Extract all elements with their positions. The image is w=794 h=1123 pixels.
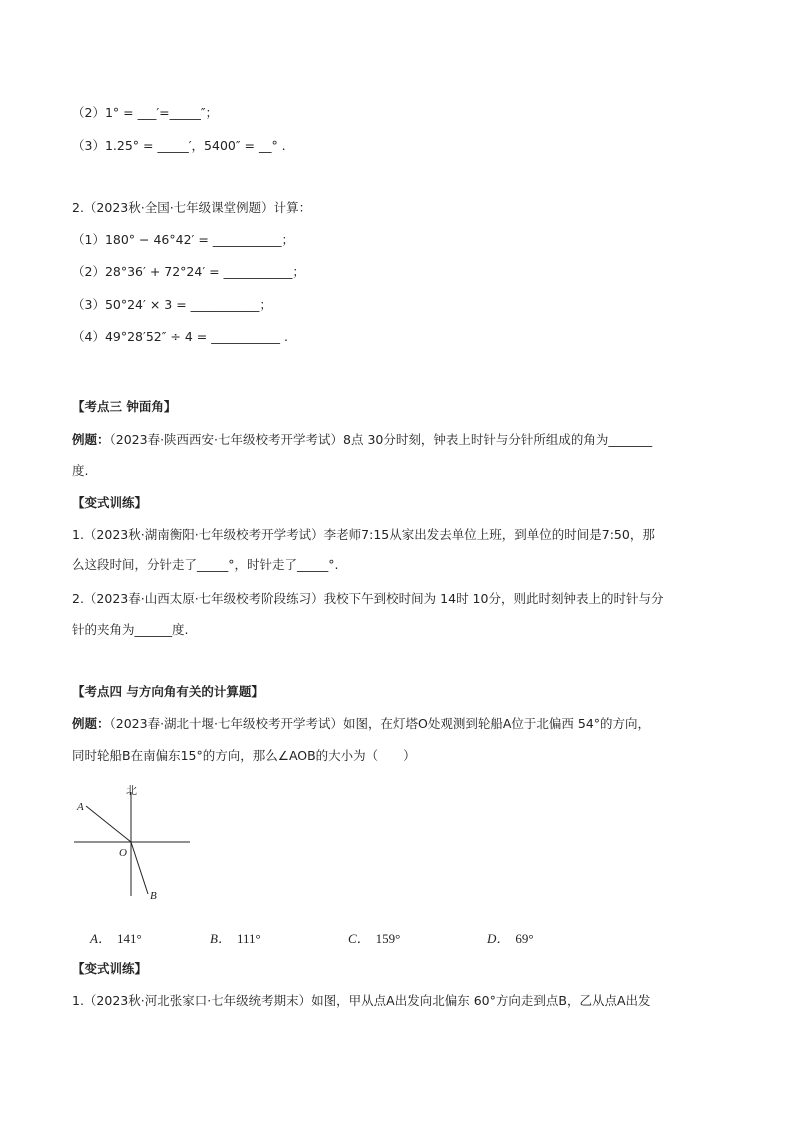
point-b-label: B: [150, 890, 157, 902]
choice-a[interactable]: [90, 928, 142, 947]
choice-c[interactable]: [348, 928, 400, 947]
section-3-practice-1-cont: 么这段时间，分针走了_____°，时针走了_____°.: [72, 557, 339, 572]
section-4-practice-1: 1.（2023秋·河北张家口·七年级统考期末）如图，甲从点A出发向北偏东 60°方向走到点B，乙从点A出发: [72, 993, 651, 1008]
direction-figure: [70, 782, 200, 912]
section-4-example: [72, 715, 650, 733]
choice-text: 141°: [116, 931, 142, 946]
section-3-title: 【考点三 钟面角】: [72, 399, 177, 414]
section-3-practice-2-cont: 针的夹角为______度.: [72, 622, 189, 637]
example-label: 例题：: [72, 716, 110, 731]
question-2-item-1: （1）180° − 46°42′ = ___________；: [72, 232, 295, 247]
section-3-example: [72, 431, 652, 449]
choice-d[interactable]: [487, 928, 534, 947]
point-a-label: A: [77, 801, 84, 813]
answer-choices: [90, 928, 650, 946]
section-4-practice-title: 【变式训练】: [72, 961, 148, 976]
section-4-example-cont: 同时轮船B在南偏东15°的方向，那么∠AOB的大小为（ ）: [72, 748, 416, 763]
choice-letter: B．: [210, 931, 231, 946]
choice-letter: D．: [487, 931, 510, 946]
choice-text: 111°: [236, 931, 261, 946]
question-1-item-3: （3）1.25° = _____′，5400″ = __° .: [72, 138, 286, 153]
section-4-title: 【考点四 与方向角有关的计算题】: [72, 684, 264, 699]
ray-oa: [86, 806, 131, 842]
ray-ob: [131, 842, 148, 894]
section-3-practice-1: 1.（2023秋·湖南衡阳·七年级校考开学考试）李老师7:15从家出发去单位上班，到单位的时间是7:50，那: [72, 527, 655, 542]
example-text: （2023春·湖北十堰·七年级校考开学考试）如图，在灯塔O处观测到轮船A位于北偏西 54°的方向，: [109, 716, 651, 731]
example-text: （2023春·陕西西安·七年级校考开学考试）8点 30分时刻，钟表上时针与分针所组成的角为_______: [109, 432, 653, 447]
question-2-stem: 2.（2023秋·全国·七年级课堂例题）计算：: [72, 200, 312, 215]
question-2-item-4: （4）49°28′52″ ÷ 4 = ___________ .: [72, 329, 288, 344]
choice-text: 159°: [375, 931, 401, 946]
section-3-practice-2: 2.（2023春·山西太原·七年级校考阶段练习）我校下午到校时间为 14时 10分，则此时刻钟表上的时针与分: [72, 591, 664, 606]
section-3-example-cont: 度.: [72, 463, 89, 478]
choice-text: 69°: [515, 931, 534, 946]
north-label: 北: [126, 785, 137, 797]
choice-letter: C．: [348, 931, 370, 946]
section-3-practice-title: 【变式训练】: [72, 495, 148, 510]
question-2-item-2: （2）28°36′ + 72°24′ = ___________；: [72, 264, 305, 279]
point-o-label: O: [119, 847, 127, 859]
question-2-item-3: （3）50°24′ × 3 = ___________；: [72, 297, 272, 312]
question-1-item-2: （2）1° = ___′=_____″；: [72, 105, 219, 120]
choice-b[interactable]: [210, 928, 261, 947]
choice-letter: A．: [90, 931, 111, 946]
example-label: 例题：: [72, 432, 110, 447]
